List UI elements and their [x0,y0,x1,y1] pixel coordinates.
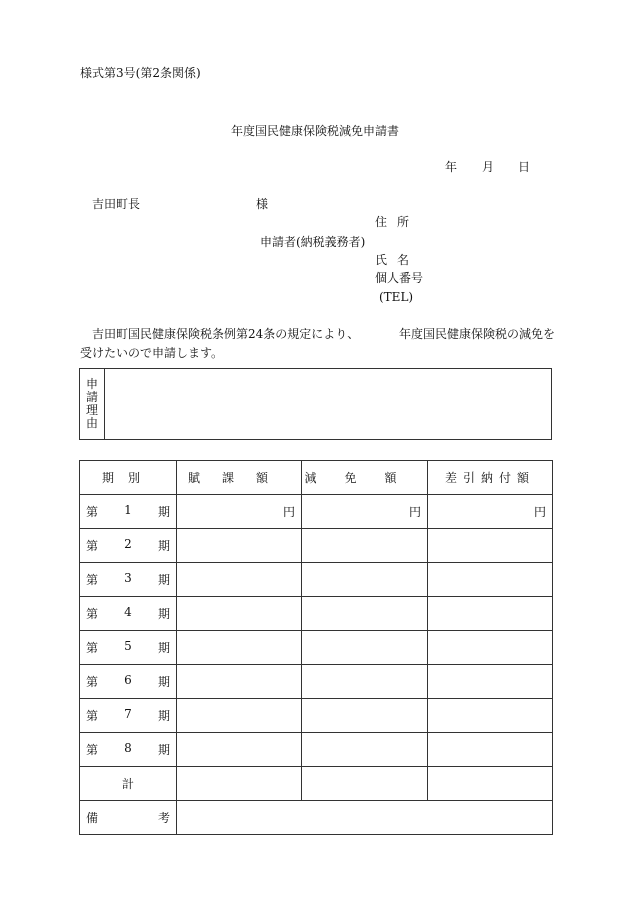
body-text-line1a: 吉田町国民健康保険税条例第24条の規定により、 [92,327,360,341]
period-number: 5 [124,639,132,653]
period-label [80,741,176,758]
table-row [80,563,553,597]
reason-label [80,369,105,439]
period-prefix: 第 [86,675,99,689]
period-label [80,673,176,690]
period-number: 7 [124,707,132,721]
net-payment-cell[interactable] [428,733,553,767]
period-suffix: 期 [157,675,170,689]
period-suffix: 期 [157,641,170,655]
period-suffix: 期 [157,505,170,519]
period-suffix: 期 [157,539,170,553]
tel-label: (TEL) [379,290,414,304]
reason-label-char: 理 [85,403,98,417]
period-number: 3 [124,571,132,585]
remarks-input[interactable] [177,801,553,835]
reduction-amount-cell[interactable] [302,631,428,665]
period-prefix: 第 [86,505,99,519]
net-payment-cell[interactable] [428,631,553,665]
period-suffix: 期 [157,607,170,621]
table-row [80,597,553,631]
table-row [80,699,553,733]
header-period: 期別 [80,461,177,495]
body-text-line2: 受けたいので申請します。 [80,346,224,360]
assessed-amount-cell[interactable] [177,495,302,529]
remarks-row [80,801,553,835]
table-row [80,665,553,699]
period-number: 8 [124,741,132,755]
date-year-label: 年 [445,160,458,174]
header-reduction-amount: 減免額 [302,461,428,495]
total-assessed-cell[interactable] [177,767,302,801]
yen-unit: 円 [282,505,295,519]
net-payment-cell[interactable] [428,699,553,733]
reason-box [79,368,552,440]
period-cell [80,597,177,631]
reduction-amount-cell[interactable] [302,495,428,529]
assessed-amount-cell[interactable] [177,699,302,733]
reduction-amount-cell[interactable] [302,733,428,767]
reduction-amount-cell[interactable] [302,699,428,733]
period-cell [80,665,177,699]
period-prefix: 第 [86,641,99,655]
net-payment-cell[interactable] [428,597,553,631]
period-number: 1 [124,503,132,517]
period-cell [80,495,177,529]
total-reduction-cell[interactable] [302,767,428,801]
reduction-amount-cell[interactable] [302,597,428,631]
period-number: 2 [124,537,132,551]
tax-reduction-table [79,460,553,835]
assessed-amount-cell[interactable] [177,631,302,665]
period-cell [80,631,177,665]
addressee-name: 吉田町長 [92,197,141,211]
assessed-amount-cell[interactable] [177,665,302,699]
body-text-line1b: 年度国民健康保険税の減免を [399,327,556,341]
total-label: 計 [80,767,177,801]
period-label [80,503,176,520]
header-assessed-amount: 賦課額 [177,461,302,495]
net-payment-cell[interactable] [428,529,553,563]
addressee-honorific: 様 [256,197,269,211]
reduction-amount-cell[interactable] [302,529,428,563]
reason-label-char: 由 [85,416,98,430]
assessed-amount-cell[interactable] [177,597,302,631]
remarks-label-cell [80,801,177,835]
period-prefix: 第 [86,539,99,553]
assessed-amount-cell[interactable] [177,563,302,597]
period-prefix: 第 [86,743,99,757]
reduction-amount-cell[interactable] [302,563,428,597]
table-row [80,631,553,665]
table-row [80,495,553,529]
net-payment-cell[interactable] [428,563,553,597]
period-prefix: 第 [86,573,99,587]
reason-label-char: 請 [85,390,98,404]
yen-unit: 円 [533,505,546,519]
period-label [80,639,176,656]
period-label [80,605,176,622]
reason-input-area[interactable] [105,369,551,439]
remarks-char: 考 [157,811,170,825]
form-number: 様式第3号(第2条関係) [80,66,201,80]
table-row [80,529,553,563]
period-suffix: 期 [157,709,170,723]
reduction-amount-cell[interactable] [302,665,428,699]
period-number: 6 [124,673,132,687]
table-row [80,733,553,767]
net-payment-cell[interactable] [428,495,553,529]
net-payment-cell[interactable] [428,665,553,699]
applicant-role-label: 申請者(納税義務者) [260,235,366,249]
period-cell [80,733,177,767]
reason-label-char: 申 [85,377,98,391]
period-number: 4 [124,605,132,619]
period-label [80,707,176,724]
my-number-label: 個人番号 [375,271,424,285]
period-cell [80,563,177,597]
period-cell [80,699,177,733]
header-net-payment: 差引納付額 [428,461,553,495]
date-day-label: 日 [518,160,531,174]
yen-unit: 円 [408,505,421,519]
period-suffix: 期 [157,743,170,757]
date-month-label: 月 [482,160,495,174]
document-title: 年度国民健康保険税減免申請書 [230,124,399,138]
remarks-label [80,809,176,826]
name-label: 氏名 [375,253,420,267]
assessed-amount-cell[interactable] [177,733,302,767]
period-label [80,537,176,554]
address-label: 住所 [375,215,420,229]
total-net-cell[interactable] [428,767,553,801]
period-prefix: 第 [86,607,99,621]
table-header-row [80,461,553,495]
period-label [80,571,176,588]
remarks-char: 備 [86,811,99,825]
period-cell [80,529,177,563]
period-prefix: 第 [86,709,99,723]
total-row [80,767,553,801]
assessed-amount-cell[interactable] [177,529,302,563]
period-suffix: 期 [157,573,170,587]
